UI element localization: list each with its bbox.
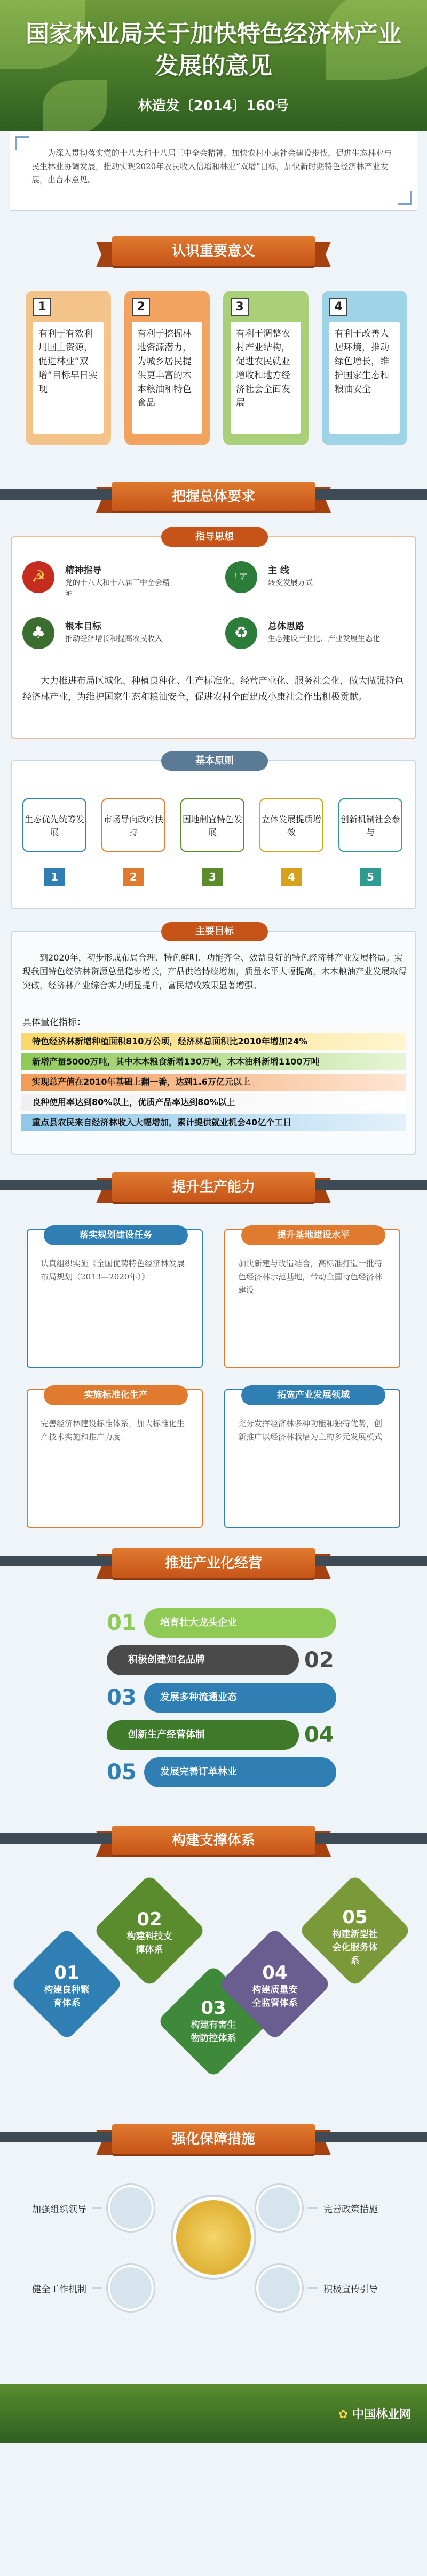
support-content (27, 1944, 107, 2024)
support-number: 03 (201, 1997, 226, 2019)
principle-number: 4 (281, 868, 302, 886)
section-title: 强化保障措施 (112, 2124, 315, 2154)
guide-item-text: 党的十八大和十八届三中全会精神 (65, 579, 170, 599)
support-number: 02 (137, 1909, 162, 1930)
card-number: 2 (132, 298, 150, 316)
support-text: 构建科技支撑体系 (126, 1931, 172, 1955)
card-text: 有利于改善人居环境，推动绿色增长，维护国家生态和粮油安全 (329, 322, 400, 434)
section-requirements (0, 477, 427, 1160)
chain-bar: 创新生产经营体制 (107, 1720, 299, 1750)
section-capacity (0, 1160, 427, 1544)
support-content (109, 1891, 189, 1971)
target-bar: 重点县农民来自经济林收入大幅增加，累计提供就业机会40亿个工日 (21, 1114, 406, 1131)
card-text: 有利于挖掘林地资源潜力，为城乡居民提供更丰富的木本粮油和特色食品 (132, 322, 202, 434)
support-content (315, 1891, 395, 1971)
section-banner (0, 1168, 427, 1207)
section-support (0, 1821, 427, 2120)
chain-number: 01 (107, 1611, 137, 1635)
principle-number: 5 (360, 868, 381, 886)
significance-card (26, 291, 111, 445)
section-title: 把握总体要求 (112, 482, 315, 511)
guarantee-label: 加强组织领导 (32, 2204, 86, 2215)
shield-center-icon (176, 2200, 251, 2275)
card-text: 有利于调整农村产业结构，促进农民就业增收和地方经济社会全面发展 (231, 322, 301, 434)
guide-summary: 大力推进布局区域化、种植良种化、生产标准化、经营产业化、服务社会化，做大做强特色经济林产业，为维护国家生态和粮油安全，促进农村全面建成小康社会作出积极贡献。 (22, 676, 404, 702)
chain-number: 02 (304, 1648, 334, 1673)
guide-item-title: 根本目标 (65, 621, 101, 632)
chain-number: 04 (304, 1723, 334, 1747)
section-title: 提升生产能力 (112, 1172, 315, 1202)
principles-panel (11, 755, 416, 909)
brand-name: 中国林业网 (352, 2408, 411, 2421)
capacity-head: 拓宽产业发展领域 (241, 1385, 385, 1405)
title-line-2: 发展的意见 (155, 52, 272, 79)
section-banner (0, 1821, 427, 1861)
guarantee-item (32, 2264, 154, 2312)
section-significance (0, 211, 427, 477)
chain-bar: 发展完善订单林业 (144, 1757, 336, 1787)
capacity-card (27, 1389, 203, 1528)
doc-number: 林造发〔2014〕160号 (138, 98, 289, 114)
significance-card (322, 291, 407, 445)
leadership-icon (108, 2185, 154, 2231)
section-banner (0, 232, 427, 271)
card-number: 3 (231, 298, 249, 316)
card-number: 1 (33, 298, 51, 316)
intro-box (10, 131, 417, 211)
section-title: 构建支撑体系 (112, 1826, 315, 1855)
capacity-head: 提升基地建设水平 (241, 1225, 385, 1245)
support-text: 构建新型社会化服务体系 (332, 1929, 378, 1966)
target-bar: 特色经济林新增种植面积810万公顷，经济林总面积比2010年增加24% (21, 1033, 406, 1050)
section-guarantee (0, 2120, 427, 2443)
capacity-card (224, 1229, 400, 1368)
targets-subheading: 具体量化指标： (22, 1017, 86, 1028)
connector (92, 2207, 102, 2209)
brand-logo-icon: ✿ (338, 2408, 349, 2421)
megaphone-icon (256, 2265, 302, 2311)
significance-card (223, 291, 309, 445)
principle-box: 创新机制社会参与 (338, 798, 402, 852)
guide-item-text: 转变发展方式 (268, 579, 313, 587)
ecology-icon: ♻ (225, 617, 257, 649)
target-bar: 良种使用率达到80%以上，优质产品率达到80%以上 (21, 1094, 406, 1111)
header-banner (0, 0, 427, 131)
intro-text: 为深入贯彻落实党的十八大和十八届三中全会精神，加快农村小康社会建设步伐，促进生态林业与民生林业协调发展，推动实现2020年农民收入倍增和林业“双增”目标，加快新时期特色经济林产业发展，出台本意见。 (31, 148, 392, 185)
connector (92, 2287, 102, 2289)
support-number: 05 (342, 1907, 368, 1928)
guarantee-item (32, 2184, 154, 2232)
support-text: 构建有害生物防控体系 (191, 2020, 236, 2044)
guarantee-item (256, 2184, 378, 2232)
mechanism-icon (108, 2265, 154, 2311)
guarantee-label: 完善政策措施 (323, 2204, 378, 2215)
title-line-1: 国家林业局关于加快特色经济林产业 (26, 20, 401, 47)
support-text: 构建质量安全监管体系 (252, 1985, 298, 2009)
principle-box: 生态优先统筹发展 (22, 798, 86, 852)
support-text: 构建良种繁育体系 (44, 1985, 90, 2009)
guide-item-title: 总体思路 (268, 621, 304, 632)
target-bar: 新增产量5000万吨，其中木本粮食新增130万吨，木本油料新增1100万吨 (21, 1053, 406, 1070)
principle-number: 3 (202, 868, 223, 886)
section-title: 推进产业化经营 (112, 1548, 315, 1578)
connector (307, 2287, 318, 2289)
section-title: 认识重要意义 (112, 236, 315, 266)
guarantee-label: 健全工作机制 (32, 2284, 86, 2295)
chain-bar: 培育壮大龙头企业 (144, 1608, 336, 1638)
capacity-body: 加快新建与改造结合，高标准打造一批特色经济林示范基地，带动全国特色经济林建设 (238, 1259, 383, 1295)
policy-icon (256, 2185, 302, 2231)
card-number: 4 (329, 298, 347, 316)
significance-card (124, 291, 210, 445)
corner-mark (15, 136, 29, 150)
section-industrialization (0, 1544, 427, 1821)
section-banner (0, 1544, 427, 1583)
capacity-body: 认真组织实施《全国优势特色经济林发展布局规划（2013—2020年）》 (41, 1259, 185, 1282)
principle-number: 2 (123, 868, 144, 886)
card-text: 有利于有效利用国土资源，促进林业“双增”目标早日实现 (33, 322, 104, 434)
targets-text: 到2020年，初步形成布局合理、特色鲜明、功能齐全、效益良好的特色经济林产业发展格局。实现我国特色经济林资源总量稳步增长，产品供给持续增加，质量水平大幅提高，木本粮油产业发展取得突破，经济林产业综合实力明显提升，富民增收效果显著增强。 (22, 953, 407, 990)
targets-pill: 主要目标 (161, 922, 268, 941)
section-banner (0, 2120, 427, 2159)
page-title (0, 18, 427, 82)
guarantee-item (256, 2264, 378, 2312)
principle-box: 市场导向政府扶持 (101, 798, 165, 852)
guide-item-text: 推动经济增长和提高农民收入 (65, 635, 162, 643)
principles-pill: 基本原则 (161, 751, 268, 771)
chain-bar: 积极创建知名品牌 (107, 1645, 299, 1675)
section-banner (0, 477, 427, 517)
party-emblem-icon: ☭ (22, 561, 54, 593)
capacity-head: 落实规划建设任务 (44, 1225, 188, 1245)
support-content (235, 1944, 315, 2024)
chain-number: 03 (107, 1685, 137, 1710)
footer-brand (338, 2405, 411, 2422)
guide-item-title: 主 线 (268, 565, 289, 576)
guide-item-text: 生态建设产业化、产业发展生态化 (268, 635, 380, 643)
guarantee-label: 积极宣传引导 (323, 2284, 378, 2295)
principle-box: 因地制宜特色发展 (180, 798, 244, 852)
connector (307, 2207, 318, 2209)
guide-item-title: 精神指导 (65, 565, 101, 576)
capacity-card (224, 1389, 400, 1528)
corner-mark (398, 191, 412, 205)
footer (0, 2384, 427, 2443)
principle-number: 1 (44, 868, 65, 886)
support-number: 04 (262, 1962, 288, 1983)
tree-icon: ♣ (22, 617, 54, 649)
capacity-body: 完善经济林建设标准体系，加大标准化生产技术实施和推广力度 (41, 1419, 185, 1442)
target-bar: 实现总产值在2010年基础上翻一番，达到1.6万亿元以上 (21, 1074, 406, 1091)
pointer-icon: ☞ (225, 561, 257, 593)
support-number: 01 (54, 1962, 80, 1983)
guide-pill: 指导思想 (161, 527, 268, 547)
capacity-head: 实施标准化生产 (44, 1385, 188, 1405)
principle-box: 立体发展提质增效 (259, 798, 323, 852)
chain-number: 05 (107, 1760, 137, 1785)
capacity-card (27, 1229, 203, 1368)
guide-panel (11, 531, 416, 739)
chain-bar: 发展多种流通业态 (144, 1683, 336, 1713)
capacity-body: 充分发挥经济林多种功能和独特优势，创新推广以经济林栽培为主的多元发展模式 (238, 1419, 383, 1442)
